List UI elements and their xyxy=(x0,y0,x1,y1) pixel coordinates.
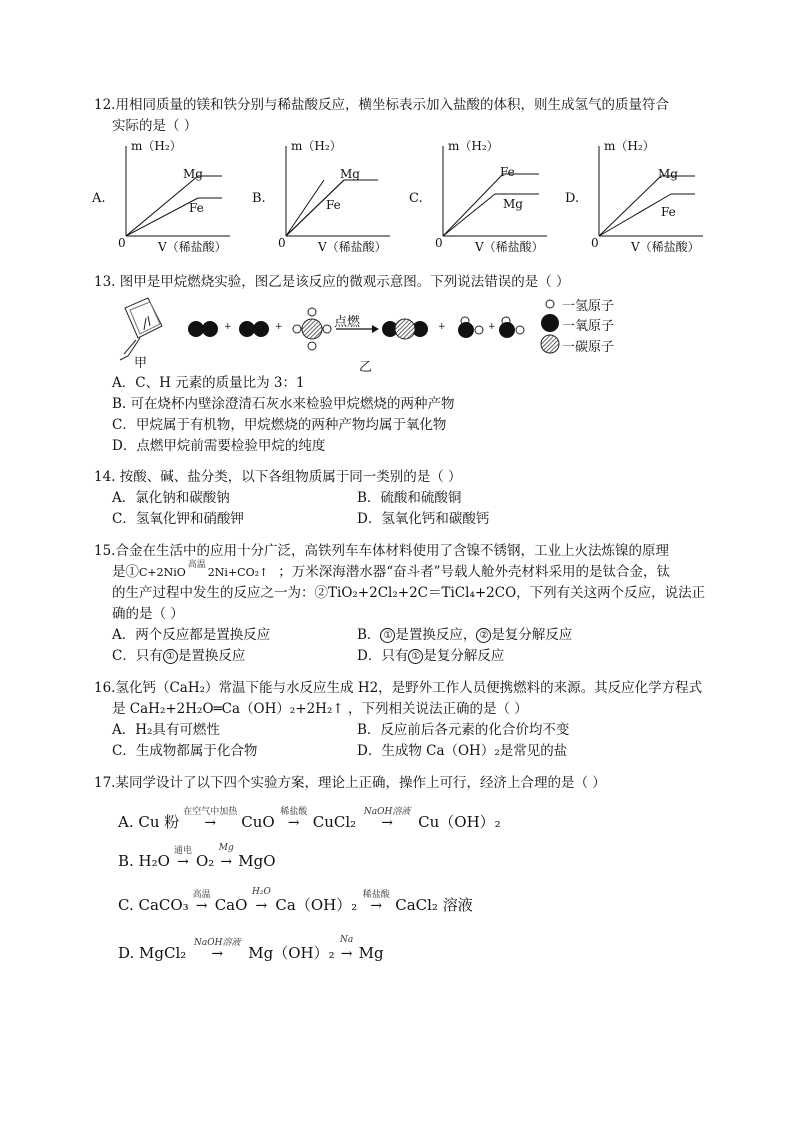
plus-1: + xyxy=(224,322,232,332)
q17-c-cond1: 高温 xyxy=(192,890,211,900)
q17-a-cond1: 在空气中加热 xyxy=(183,807,238,817)
q17-b-cond1: 通电 xyxy=(173,846,192,856)
q12-origin: 0 xyxy=(435,236,443,250)
q17-d-arrow1: NaOH溶液 → xyxy=(186,944,248,962)
q16-line2: 是 CaH₂+2H₂O═Ca（OH）₂+2H₂↑ ，下列相关说法正确的是（ ） xyxy=(112,701,528,717)
q15-d-circ: ① xyxy=(408,649,423,664)
q15-option-a: A．两个反应都是置换反应 xyxy=(112,627,271,643)
q15-b-post: 是复分解反应 xyxy=(491,627,573,643)
q17-c-p4: CaCl₂ 溶液 xyxy=(395,896,473,914)
q12-series-label-top: Fe xyxy=(500,165,515,179)
q16-option-d: D．生成物 Ca（OH）₂是常见的盐 xyxy=(357,743,568,759)
h2o-molecule-1 xyxy=(458,317,483,338)
q13-option-a: A．C、H 元素的质量比为 3：1 xyxy=(112,375,305,391)
legend-oxygen: 一氧原子 xyxy=(562,319,615,334)
q13-option-b: B. 可在烧杯内壁涂澄清石灰水来检验甲烷燃烧的两种产物 xyxy=(112,396,455,412)
q12-xlabel: V（稀盐酸） xyxy=(475,240,544,254)
q12-series-label-bottom: Fe xyxy=(661,205,676,219)
q13-diagram xyxy=(110,296,530,374)
q17-c-cond2: H₂O xyxy=(251,887,271,897)
legend-hydrogen: 一氢原子 xyxy=(562,299,615,314)
q15-eq1-right: 2Ni+CO₂↑ xyxy=(207,566,269,579)
q12-series-label-bottom: Fe xyxy=(189,201,204,215)
q13-stem: 13. 图甲是甲烷燃烧实验，图乙是该反应的微观示意图。下列说法错误的是（ ） xyxy=(94,274,570,290)
q17-a-p4: Cu（OH）₂ xyxy=(418,813,501,831)
q15-b-pre: B． xyxy=(357,627,381,643)
q17-b-arrow2: Mg → xyxy=(214,852,238,870)
q17-b-cond2: Mg xyxy=(218,843,234,853)
q12-graph-a xyxy=(88,140,238,255)
q12-origin: 0 xyxy=(278,236,286,250)
q15-eq1-condition xyxy=(186,562,208,583)
q12-xlabel: V（稀盐酸） xyxy=(318,240,387,254)
q17-option-a xyxy=(118,807,501,832)
q15-c-post: 是置换反应 xyxy=(177,648,246,664)
q15-line2-pre: 是 xyxy=(112,564,126,580)
q17-d-p2: Mg（OH）₂ xyxy=(248,944,335,962)
q14-stem: 14. 按酸、碱、盐分类，以下各组物质属于同一类别的是（ ） xyxy=(94,469,462,485)
series-top-rise xyxy=(126,176,198,236)
q16-option-a: A．H₂具有可燃性 xyxy=(112,722,220,738)
legend-carbon: 一碳原子 xyxy=(562,340,615,355)
q17-a-arrow3: NaOH溶液 → xyxy=(356,813,418,831)
q17-a-arrow2: 稀盐酸 → xyxy=(275,813,313,831)
q12-series-label-top: Mg xyxy=(183,167,203,181)
o2-molecule-1 xyxy=(188,321,218,337)
q17-c-cond3: 稀盐酸 xyxy=(362,890,390,900)
o2-molecule-2 xyxy=(239,321,269,337)
q12-ylabel: m（H₂） xyxy=(131,139,182,153)
ch4-molecule xyxy=(293,308,331,350)
q12-option-label: D. xyxy=(565,191,580,206)
q17-c-arrow2: H₂O → xyxy=(247,896,275,914)
q12-option-label: C. xyxy=(409,191,423,206)
q17-a-p1: A. Cu 粉 xyxy=(118,813,180,831)
q12-series-label-bottom: Mg xyxy=(503,197,523,211)
q15-line4: 确的是（ ） xyxy=(112,606,184,622)
q15-b-circ1: ① xyxy=(380,628,395,643)
q17-option-b xyxy=(118,843,276,870)
plus-3: + xyxy=(438,322,446,332)
h2o-molecule-2 xyxy=(499,317,524,338)
q16-option-b: B．反应前后各元素的化合价均不变 xyxy=(357,722,570,738)
q15-line2 xyxy=(112,562,670,583)
q17-option-c xyxy=(118,887,473,915)
q17-c-arrow1: 高温 → xyxy=(189,896,215,914)
q15-eq1-cond-text: 高温 xyxy=(187,560,206,570)
q17-a-cond3: NaOH溶液 xyxy=(363,807,411,817)
q17-d-p1: D. MgCl₂ xyxy=(118,944,187,962)
q12-origin: 0 xyxy=(118,236,126,250)
q12-option-label: B. xyxy=(252,191,266,206)
q12-stem-line1: 12.用相同质量的镁和铁分别与稀盐酸反应，横坐标表示加入盐酸的体积，则生成氢气的质量符合 xyxy=(94,97,669,113)
q12-graph-d xyxy=(561,140,711,255)
q14-option-b: B．硫酸和硫酸铜 xyxy=(357,490,462,506)
q17-c-arrow3: 稀盐酸 → xyxy=(357,896,395,914)
q17-c-p3: Ca（OH）₂ xyxy=(275,896,358,914)
q12-series-label-top: Mg xyxy=(658,167,678,181)
q17-a-cond2: 稀盐酸 xyxy=(280,807,308,817)
q17-d-cond2: Na xyxy=(340,935,354,945)
q17-b-p2: O₂ xyxy=(195,852,215,870)
q12-xlabel: V（稀盐酸） xyxy=(158,240,227,254)
q12-ylabel: m（H₂） xyxy=(291,139,342,153)
q17-a-arrow1: 在空气中加热 → xyxy=(179,813,241,831)
series-top-rise xyxy=(443,174,503,236)
q15-c-pre: C．只有 xyxy=(112,648,163,664)
ignite-label: 点燃 xyxy=(334,315,361,330)
q12-stem-line2: 实际的是（ ） xyxy=(112,118,198,134)
series-bottom-rise xyxy=(126,198,198,236)
q12-graph-b xyxy=(248,140,398,255)
q13-option-d: D．点燃甲烷前需要检验甲烷的纯度 xyxy=(112,438,326,454)
q16-option-c: C．生成物都属于化合物 xyxy=(112,743,258,759)
plus-2: + xyxy=(275,322,283,332)
q17-b-p1: B. H₂O xyxy=(118,852,170,870)
q12-series-label-top: Mg xyxy=(340,167,360,181)
label-yi: 乙 xyxy=(359,360,373,375)
q17-a-p2: CuO xyxy=(241,813,275,831)
q12-series-label-bottom: Fe xyxy=(326,198,341,212)
q14-option-a: A．氯化钠和碳酸钠 xyxy=(112,490,230,506)
q17-b-arrow1: 通电 → xyxy=(170,852,196,870)
q14-option-d: D．氢氧化钙和碳酸钙 xyxy=(357,511,490,527)
methane-burning-apparatus-icon xyxy=(120,298,162,360)
series-mg-rise xyxy=(286,180,324,236)
q17-b-p3: MgO xyxy=(238,852,276,870)
q15-b-circ2: ② xyxy=(476,628,491,643)
q14-option-c: C．氢氧化钾和硝酸钾 xyxy=(112,511,244,527)
q12-xlabel: V（稀盐酸） xyxy=(631,240,700,254)
q17-c-p2: CaO xyxy=(214,896,248,914)
series-top-rise xyxy=(599,176,661,236)
q15-line1: 15.合金在生活中的应用十分广泛，高铁列车车体材料使用了含镍不锈钢，工业上火法炼镍的原理 xyxy=(94,543,669,559)
q15-line3: 的生产过程中发生的反应之一为：②TiO₂+2Cl₂+2C＝TiCl₄+2CO，下列有关这两个反应，说法正 xyxy=(112,585,706,601)
q15-option-b xyxy=(357,625,572,646)
q17-a-p3: CuCl₂ xyxy=(312,813,357,831)
q15-c-circ: ① xyxy=(163,649,178,664)
q12-ylabel: m（H₂） xyxy=(604,139,655,153)
co2-molecule xyxy=(382,319,428,339)
q17-d-cond1: NaOH溶液 xyxy=(194,938,241,948)
q13-option-c: C．甲烷属于有机物，甲烷燃烧的两种产物均属于氧化物 xyxy=(112,417,447,433)
q15-line2-post: ；万米深海潜水器“奋斗者”号载人舱外壳材料采用的是钛合金，钛 xyxy=(278,564,671,580)
q15-option-d xyxy=(357,646,504,667)
q15-option-c xyxy=(112,646,245,667)
q16-line1: 16.氢化钙（CaH₂）常温下能与水反应生成 H2，是野外工作人员便携燃料的来源。其反应化学方程式 xyxy=(94,680,703,696)
q17-d-p3: Mg xyxy=(358,944,384,962)
q17-option-d xyxy=(118,935,384,963)
q15-eq1-number: ① xyxy=(125,564,139,580)
plus-4: + xyxy=(488,322,496,332)
q12-ylabel: m（H₂） xyxy=(448,139,499,153)
atom-legend-icons xyxy=(538,296,564,354)
series-bottom-rise xyxy=(443,194,495,236)
q17-c-p1: C. CaCO₃ xyxy=(118,896,189,914)
q15-b-mid: 是置换反应， xyxy=(395,627,477,643)
q15-eq1-left: C+2NiO xyxy=(139,566,186,579)
label-jia: 甲 xyxy=(134,356,148,371)
q12-origin: 0 xyxy=(591,236,599,250)
q12-graph-c xyxy=(405,140,555,255)
q15-d-post: 是复分解反应 xyxy=(423,648,505,664)
q15-d-pre: D．只有 xyxy=(357,648,409,664)
q17-stem: 17.某同学设计了以下四个实验方案，理论上正确，操作上可行，经济上合理的是（ ） xyxy=(94,775,606,791)
q17-d-arrow2: Na → xyxy=(335,944,359,962)
q12-option-label: A. xyxy=(92,191,106,206)
